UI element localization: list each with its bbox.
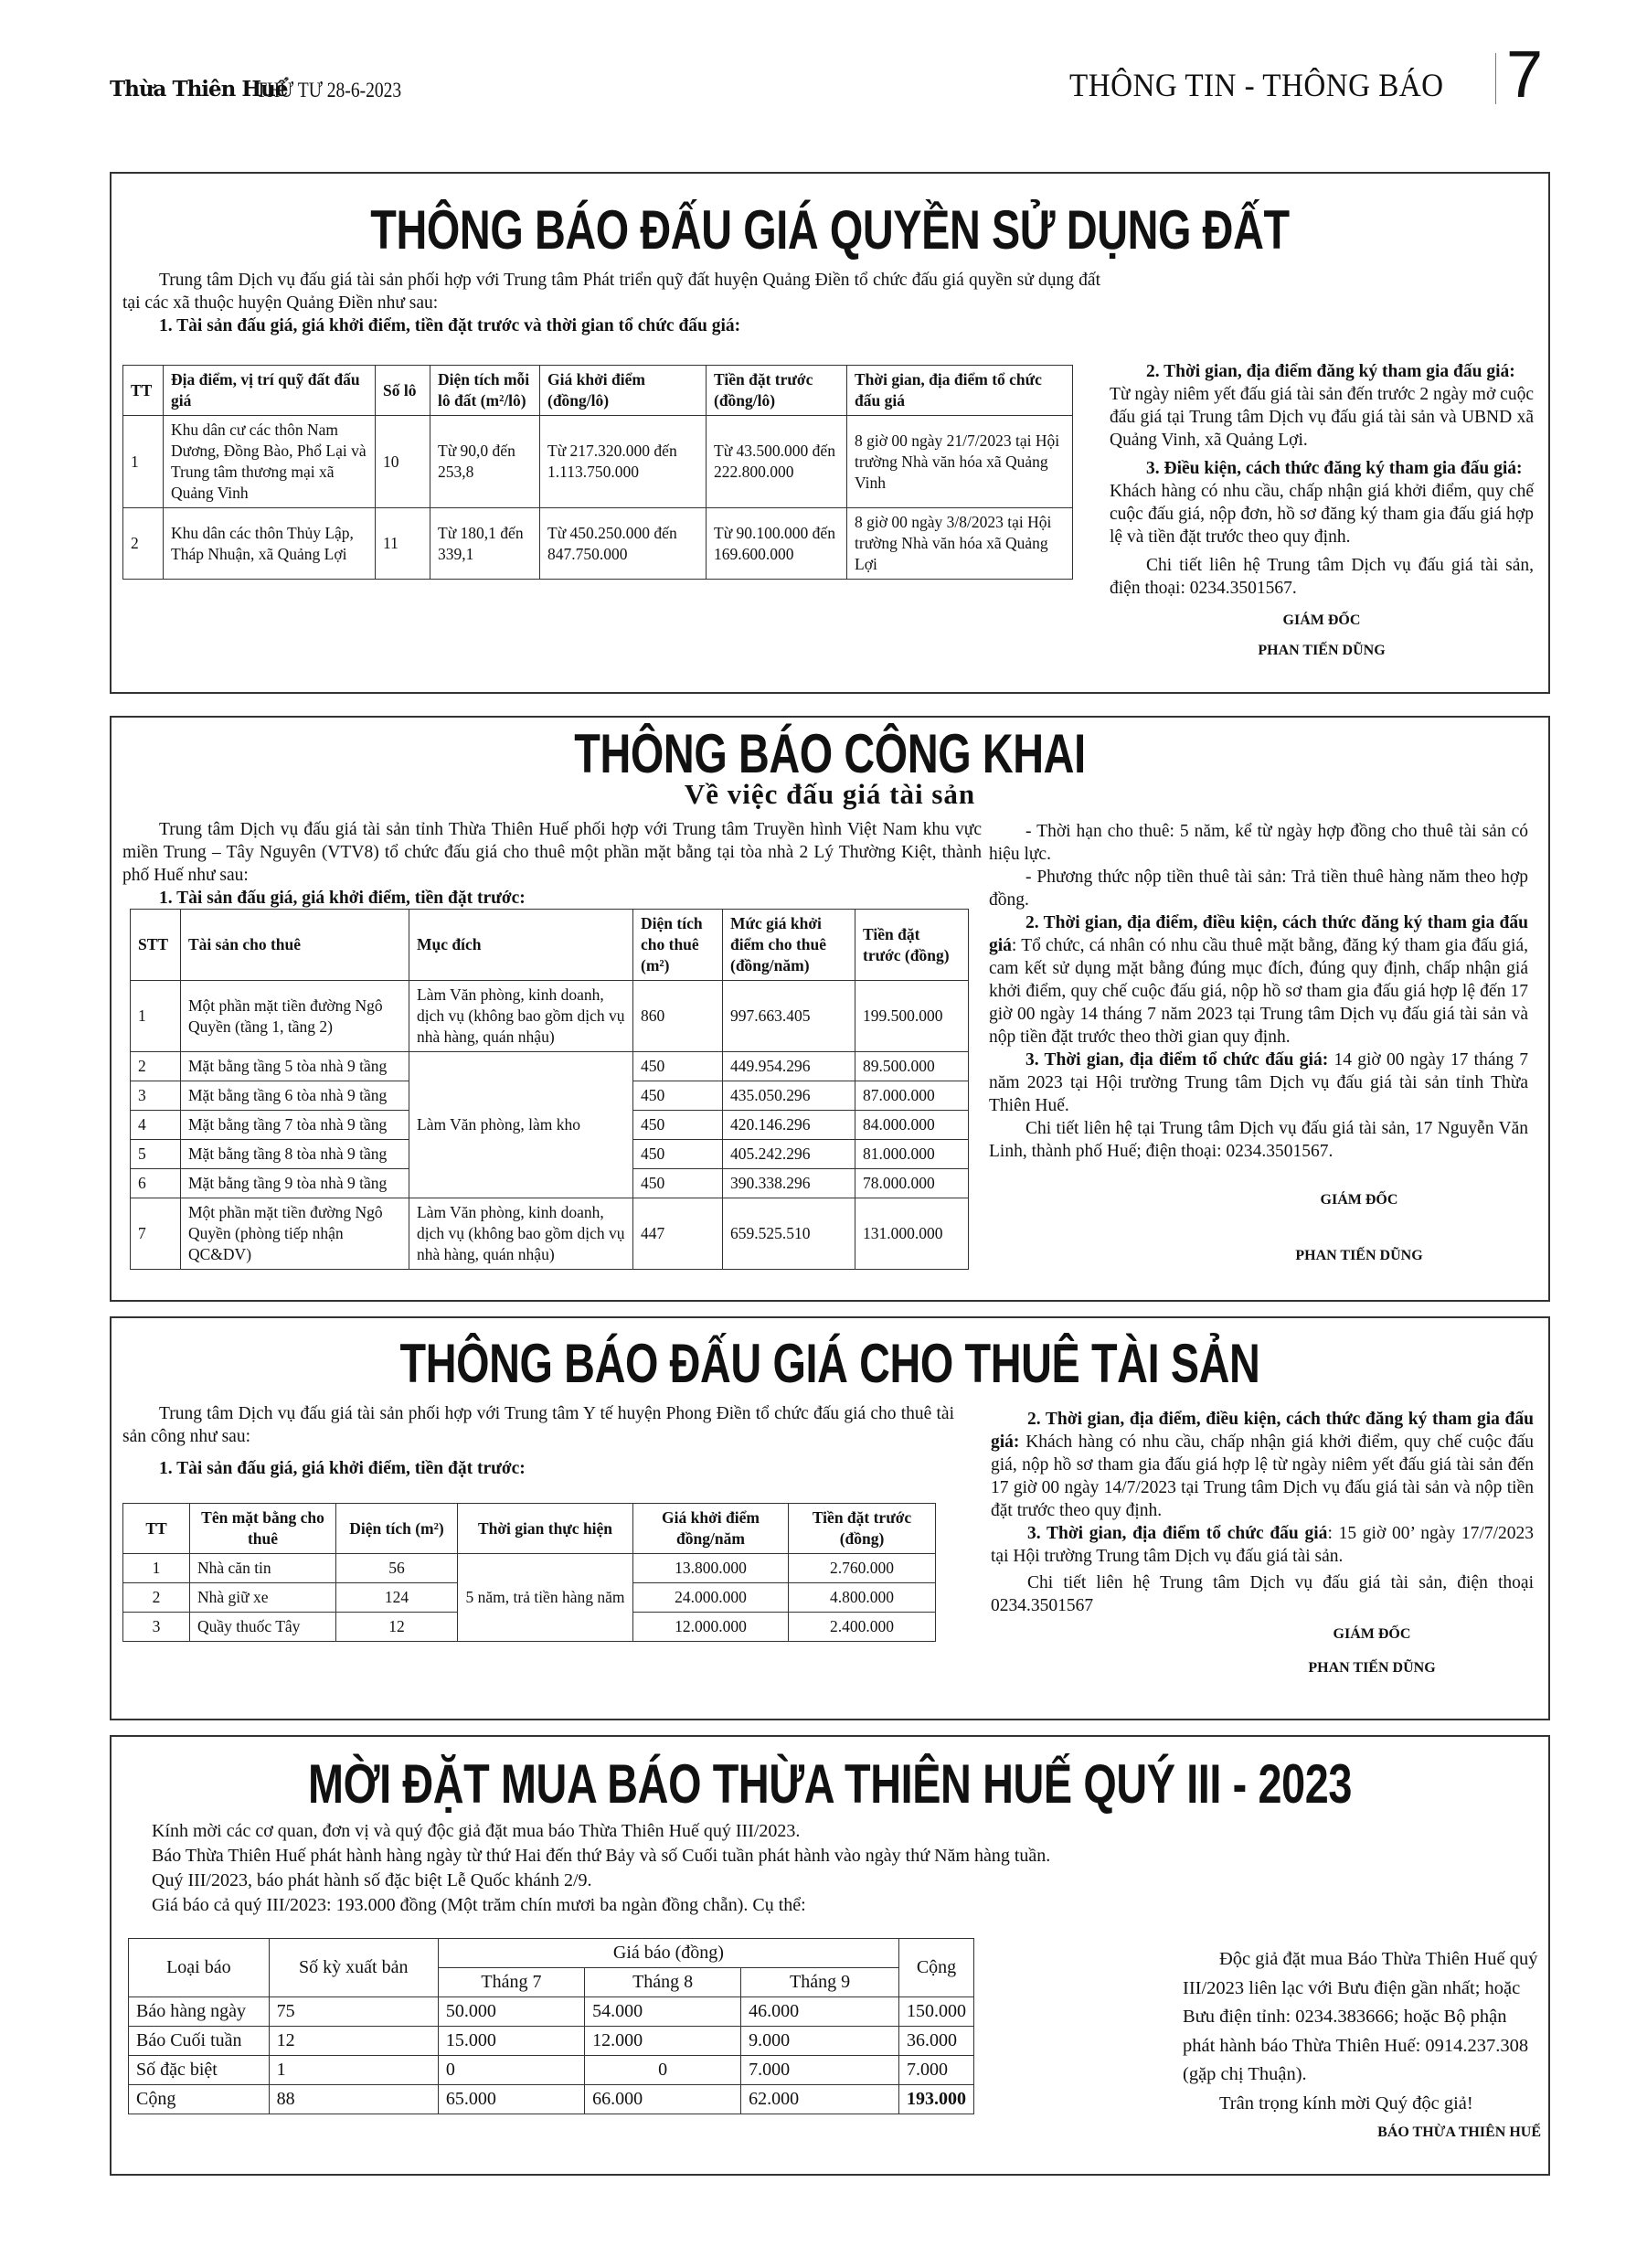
table-cell: 435.050.296 [723,1081,855,1111]
table-cell: Khu dân cư các thôn Nam Dương, Đồng Bào, Phổ Lại và Trung tâm thương mại xã Quảng Vinh [164,416,376,508]
intro-text: Trung tâm Dịch vụ đấu giá tài sản tỉnh Thừa Thiên Huế phối hợp với Trung tâm Truyền hình Việt Nam khu vực miền Trung – Tây Nguyên (VTV8) tổ chức đấu giá cho thuê một phần mặt bằng tại tòa nhà 2 Lý Thường Kiệt, thành phố Huế như sau: [122,820,982,885]
header-cell: Thời gian thực hiện [458,1504,633,1554]
table-cell: Từ 43.500.000 đến 222.800.000 [707,416,847,508]
header-cell: Mục đích [409,910,633,981]
section-heading: 1. Tài sản đấu giá, giá khởi điểm, tiền đặt trước: [159,889,526,908]
table-cell: Nhà giữ xe [190,1583,336,1613]
table-header-row [129,1939,974,1968]
header-cell: Tài sản cho thuê [181,910,409,981]
table-cell: 131.000.000 [855,1198,969,1270]
table-cell: 0 [585,2056,741,2085]
table-cell: 7.000 [899,2056,974,2085]
header-cell: Tháng 8 [585,1968,741,1997]
table-cell: 4 [131,1111,181,1140]
table-cell: 8 giờ 00 ngày 21/7/2023 tại Hội trường Nhà văn hóa xã Quảng Vinh [847,416,1073,508]
table-row [129,1997,974,2027]
intro-text: Trung tâm Dịch vụ đấu giá tài sản phối hợp với Trung tâm Phát triển quỹ đất huyện Quảng Điền tổ chức đấu giá quyền sử dụng đất tại các xã thuộc huyện Quảng Điền như sau: [122,271,1100,313]
table-cell: 88 [269,2085,438,2114]
header-cell: Tiền đặt trước (đồng) [789,1504,936,1554]
table-cell: 860 [633,981,723,1052]
closing-text: Trân trọng kính mời Quý độc giả! [1219,2092,1473,2114]
table-row [131,1052,969,1081]
table-cell: Mặt bằng tầng 6 tòa nhà 9 tầng [181,1081,409,1111]
table-cell: 66.000 [585,2085,741,2114]
table-cell: 659.525.510 [723,1198,855,1270]
table-cell: Mặt bằng tầng 8 tòa nhà 9 tầng [181,1140,409,1169]
table-cell: 6 [131,1169,181,1198]
notice-title: THÔNG BÁO ĐẤU GIÁ CHO THUÊ TÀI SẢN [399,1333,1260,1394]
table-cell: Từ 90,0 đến 253,8 [430,416,540,508]
header-cell: Giá khởi điểm (đồng/lô) [540,366,707,416]
section-heading: 3. Điều kiện, cách thức đăng ký tham gia đấu giá: [1146,459,1523,478]
table-cell: Số đặc biệt [129,2056,270,2085]
table-cell: 193.000 [899,2085,974,2114]
header-cell: TT [123,1504,190,1554]
header-cell: Giá khởi điểm đồng/năm [633,1504,789,1554]
header-cell: Tháng 9 [741,1968,899,1997]
signer-name: PHAN TIẾN DŨNG [1295,1248,1423,1263]
table-cell: 11 [376,508,430,580]
table-cell: 9.000 [741,2027,899,2056]
table-cell: Làm Văn phòng, kinh doanh, dịch vụ (không bao gồm dịch vụ nhà hàng, quán nhậu) [409,1198,633,1270]
section-text: Khách hàng có nhu cầu, chấp nhận giá khởi điểm, quy chế cuộc đấu giá, nộp hồ sơ tham gia đấu giá hợp lệ từ ngày niêm yết đấu giá tài sản đến 17 giờ 00 ngày 14/7/2023 tại Trung tâm Dịch vụ đấu giá tài sản và nộp tiền đặt trước theo quy định. [991,1432,1534,1520]
contact-text: Độc giả đặt mua Báo Thừa Thiên Huế quý III/2023 liên lạc với Bưu điện gần nhất; hoặc Bưu điện tỉnh: 0234.383666; hoặc Bộ phận phát hành báo Thừa Thiên Huế: 0914.237.308 (gặp chị Thuận). [1183,1949,1538,2084]
notice-title: MỜI ĐẶT MUA BÁO THỪA THIÊN HUẾ QUÝ III - 2023 [307,1753,1353,1815]
table-cell: 84.000.000 [855,1111,969,1140]
table-row [129,2056,974,2085]
table-cell: 0 [438,2056,584,2085]
contact-text: Chi tiết liên hệ Trung tâm Dịch vụ đấu giá tài sản, điện thoại: 0234.3501567. [1110,556,1534,598]
notice-title: THÔNG BÁO CÔNG KHAI [574,723,1086,784]
table-header-row [123,366,1073,416]
table-cell: Từ 180,1 đến 339,1 [430,508,540,580]
table-cell: 65.000 [438,2085,584,2114]
table-cell: 12.000 [585,2027,741,2056]
table-cell: 2.760.000 [789,1554,936,1583]
table-cell: 450 [633,1169,723,1198]
invite-line: Quý III/2023, báo phát hành số đặc biệt Lễ Quốc khánh 2/9. [152,1870,592,1890]
table-cell: 78.000.000 [855,1169,969,1198]
page-number: 7 [1506,38,1544,112]
table-row [131,1198,969,1270]
header-cell: Diện tích mỗi lô đất (m²/lô) [430,366,540,416]
table-cell: Từ 450.250.000 đến 847.750.000 [540,508,707,580]
table-cell: 1 [123,416,164,508]
table-row [129,2085,974,2114]
table-cell: 2 [123,508,164,580]
section-heading: 3. Thời gian, địa điểm tổ chức đấu giá [1027,1524,1328,1543]
signer-name: PHAN TIẾN DŨNG [1258,643,1386,658]
section-heading: 2. Thời gian, địa điểm đăng ký tham gia đấu giá: [1146,362,1515,381]
table-row [129,2027,974,2056]
table-cell: Báo hàng ngày [129,1997,270,2027]
header-cell: Diện tích cho thuê (m²) [633,910,723,981]
table-cell: Báo Cuối tuần [129,2027,270,2056]
table-cell: 5 [131,1140,181,1169]
notice-subtitle: Về việc đấu giá tài sản [684,778,976,810]
header-cell: Loại báo [129,1939,270,1997]
table-cell: Một phần mặt tiền đường Ngô Quyền (phòng tiếp nhận QC&DV) [181,1198,409,1270]
header-cell: Tên mặt bằng cho thuê [190,1504,336,1554]
table-cell: Mặt bằng tầng 5 tòa nhà 9 tầng [181,1052,409,1081]
table-cell: 2.400.000 [789,1613,936,1642]
signer-name: PHAN TIẾN DŨNG [1308,1660,1436,1676]
table-cell: 8 giờ 00 ngày 3/8/2023 tại Hội trường Nhà văn hóa xã Quảng Lợi [847,508,1073,580]
header-cell: Số kỳ xuất bản [269,1939,438,1997]
land-auction-table [122,365,1073,580]
notice-asset-rental [110,1316,1550,1720]
table-cell: 405.242.296 [723,1140,855,1169]
table-header-row [123,1504,936,1554]
table-cell: Từ 90.100.000 đến 169.600.000 [707,508,847,580]
table-cell: 1 [131,981,181,1052]
table-cell: 7.000 [741,2056,899,2085]
paper-name: Thừa Thiên Huế [110,77,288,101]
signer-role: GIÁM ĐỐC [1333,1626,1411,1642]
table-cell: 12 [269,2027,438,2056]
header-cell: Địa điểm, vị trí quỹ đất đấu giá [164,366,376,416]
section-text: 14 giờ 00 ngày 17 tháng 7 năm 2023 tại Hội trường Trung tâm Dịch vụ đấu giá tài sản tỉnh Thừa Thiên Huế. [989,1050,1528,1115]
signer-role: GIÁM ĐỐC [1320,1192,1398,1208]
notice-public-auction [110,716,1550,1302]
table-cell: 12 [336,1613,458,1642]
issue-date: THỨ TƯ 28-6-2023 [256,79,402,101]
notice-land-auction [110,172,1550,694]
header-cell: Tiền đặt trước (đồng) [855,910,969,981]
table-cell: Quầy thuốc Tây [190,1613,336,1642]
table-row [123,1554,936,1583]
table-cell: Mặt bằng tầng 9 tòa nhà 9 tầng [181,1169,409,1198]
header-cell: Tiền đặt trước (đồng/lô) [707,366,847,416]
rental-space-table [122,1503,936,1642]
table-cell: 89.500.000 [855,1052,969,1081]
table-cell: 450 [633,1140,723,1169]
table-cell: 15.000 [438,2027,584,2056]
contact-text: Chi tiết liên hệ Trung tâm Dịch vụ đấu giá tài sản, điện thoại 0234.3501567 [991,1573,1534,1615]
table-cell: 420.146.296 [723,1111,855,1140]
subscription-invitation [110,1735,1550,2176]
subscription-price-table [128,1938,974,2114]
signer-name: BÁO THỪA THIÊN HUẾ [1377,2124,1541,2140]
table-cell: 449.954.296 [723,1052,855,1081]
table-cell: 24.000.000 [633,1583,789,1613]
table-cell: Làm Văn phòng, kinh doanh, dịch vụ (không bao gồm dịch vụ nhà hàng, quán nhậu) [409,981,633,1052]
table-cell: 997.663.405 [723,981,855,1052]
table-cell: 81.000.000 [855,1140,969,1169]
section-heading: 2. Thời gian, địa điểm, điều kiện, cách thức đăng ký tham gia đấu giá [989,913,1528,955]
table-cell: 2 [123,1583,190,1613]
header-cell: STT [131,910,181,981]
section-heading: 2. Thời gian, địa điểm, điều kiện, cách thức đăng ký tham gia đấu giá: [991,1410,1534,1452]
table-cell: 3 [123,1613,190,1642]
header-cell: TT [123,366,164,416]
header-cell: Tháng 7 [438,1968,584,1997]
table-cell: 450 [633,1081,723,1111]
invite-line: Kính mời các cơ quan, đơn vị và quý độc giả đặt mua báo Thừa Thiên Huế quý III/2023. [152,1821,801,1841]
section-text: Khách hàng có nhu cầu, chấp nhận giá khởi điểm, quy chế cuộc đấu giá, nộp đơn, hồ sơ đăng ký tham gia đấu giá hợp lệ và tiền đặt trước theo quy định. [1110,482,1534,547]
table-header-row [131,910,969,981]
table-cell: 3 [131,1081,181,1111]
table-cell: 150.000 [899,1997,974,2027]
table-cell: Nhà căn tin [190,1554,336,1583]
table-cell: 87.000.000 [855,1081,969,1111]
table-cell: 124 [336,1583,458,1613]
section-text: : 15 giờ 00’ ngày 17/7/2023 tại Hội trường Trung tâm Dịch vụ đấu giá tài sản. [991,1524,1535,1566]
table-cell: 2 [131,1052,181,1081]
table-cell: 450 [633,1052,723,1081]
table-cell: 54.000 [585,1997,741,2027]
signer-role: GIÁM ĐỐC [1282,612,1361,628]
table-cell: Một phần mặt tiền đường Ngô Quyền (tầng 1, tầng 2) [181,981,409,1052]
section-heading: 1. Tài sản đấu giá, giá khởi điểm, tiền đặt trước: [159,1459,526,1478]
table-cell: 5 năm, trả tiền hàng năm [458,1554,633,1642]
table-cell: 75 [269,1997,438,2027]
table-cell: 56 [336,1554,458,1583]
header-cell: Số lô [376,366,430,416]
table-cell: Khu dân các thôn Thủy Lập, Tháp Nhuận, xã Quảng Lợi [164,508,376,580]
section-text: : Tổ chức, cá nhân có nhu cầu thuê mặt bằng, đăng ký tham gia đấu giá, cam kết sử dụng mặt bằng đúng mục đích, đúng quy định, chấp nhận giá khởi điểm, quy chế cuộc đấu giá, nộp hồ sơ tham gia đấu giá hợp lệ đến 17 giờ 00 ngày 14 tháng 7 năm 2023 tại Trung tâm Dịch vụ đấu giá tài sản và nộp tiền đặt trước theo thời gian quy định. [989,936,1528,1047]
notice-title: THÔNG BÁO ĐẤU GIÁ QUYỀN SỬ DỤNG ĐẤT [370,199,1290,261]
table-cell: 447 [633,1198,723,1270]
table-cell: 450 [633,1111,723,1140]
table-cell: 46.000 [741,1997,899,2027]
table-cell: Mặt bằng tầng 7 tòa nhà 9 tầng [181,1111,409,1140]
header-cell: Giá báo (đồng) [438,1939,898,1968]
invite-line: Giá báo cả quý III/2023: 193.000 đồng (Một trăm chín mươi ba ngàn đồng chẵn). Cụ thể: [152,1895,806,1915]
table-cell: 36.000 [899,2027,974,2056]
table-row [123,508,1073,580]
table-row [131,981,969,1052]
table-cell: 1 [123,1554,190,1583]
table-cell: 390.338.296 [723,1169,855,1198]
intro-text: Trung tâm Dịch vụ đấu giá tài sản phối hợp với Trung tâm Y tế huyện Phong Điền tổ chức đấu giá cho thuê tài sản công như sau: [122,1404,954,1446]
table-cell: 10 [376,416,430,508]
table-cell: Từ 217.320.000 đến 1.113.750.000 [540,416,707,508]
section-heading: 1. Tài sản đấu giá, giá khởi điểm, tiền đặt trước và thời gian tổ chức đấu giá: [159,316,741,335]
header-cell: Diện tích (m²) [336,1504,458,1554]
section-title: THÔNG TIN - THÔNG BÁO [1069,67,1444,103]
header-divider [1495,53,1496,104]
table-cell: 1 [269,2056,438,2085]
invite-line: Báo Thừa Thiên Huế phát hành hàng ngày từ thứ Hai đến thứ Bảy và số Cuối tuần phát hành vào ngày thứ Năm hàng tuần. [152,1846,1051,1866]
table-row [123,416,1073,508]
table-cell: 12.000.000 [633,1613,789,1642]
table-cell: Làm Văn phòng, làm kho [409,1052,633,1198]
table-cell: 199.500.000 [855,981,969,1052]
header-cell: Thời gian, địa điểm tổ chức đấu giá [847,366,1073,416]
contact-text: Chi tiết liên hệ tại Trung tâm Dịch vụ đấu giá tài sản, 17 Nguyễn Văn Linh, thành phố Huế; điện thoại: 0234.3501567. [989,1119,1528,1161]
table-cell: 7 [131,1198,181,1270]
section-text: Từ ngày niêm yết đấu giá tài sản đến trước 2 ngày mở cuộc đấu giá tại Trung tâm Dịch vụ đấu giá tài sản và UBND xã Quảng Vinh, xã Quảng Lợi. [1110,385,1534,450]
section-heading: 3. Thời gian, địa điểm tổ chức đấu giá: [1025,1050,1329,1070]
table-cell: 4.800.000 [789,1583,936,1613]
rental-assets-table [130,909,969,1270]
header-cell: Mức giá khởi điểm cho thuê (đồng/năm) [723,910,855,981]
table-cell: 62.000 [741,2085,899,2114]
table-cell: Cộng [129,2085,270,2114]
lease-term: - Thời hạn cho thuê: 5 năm, kể từ ngày hợp đồng cho thuê tài sản có hiệu lực. [989,822,1528,864]
payment-method: - Phương thức nộp tiền thuê tài sản: Trả tiền thuê hàng năm theo hợp đồng. [989,868,1528,910]
header-cell: Cộng [899,1939,974,1997]
table-cell: 13.800.000 [633,1554,789,1583]
table-cell: 50.000 [438,1997,584,2027]
